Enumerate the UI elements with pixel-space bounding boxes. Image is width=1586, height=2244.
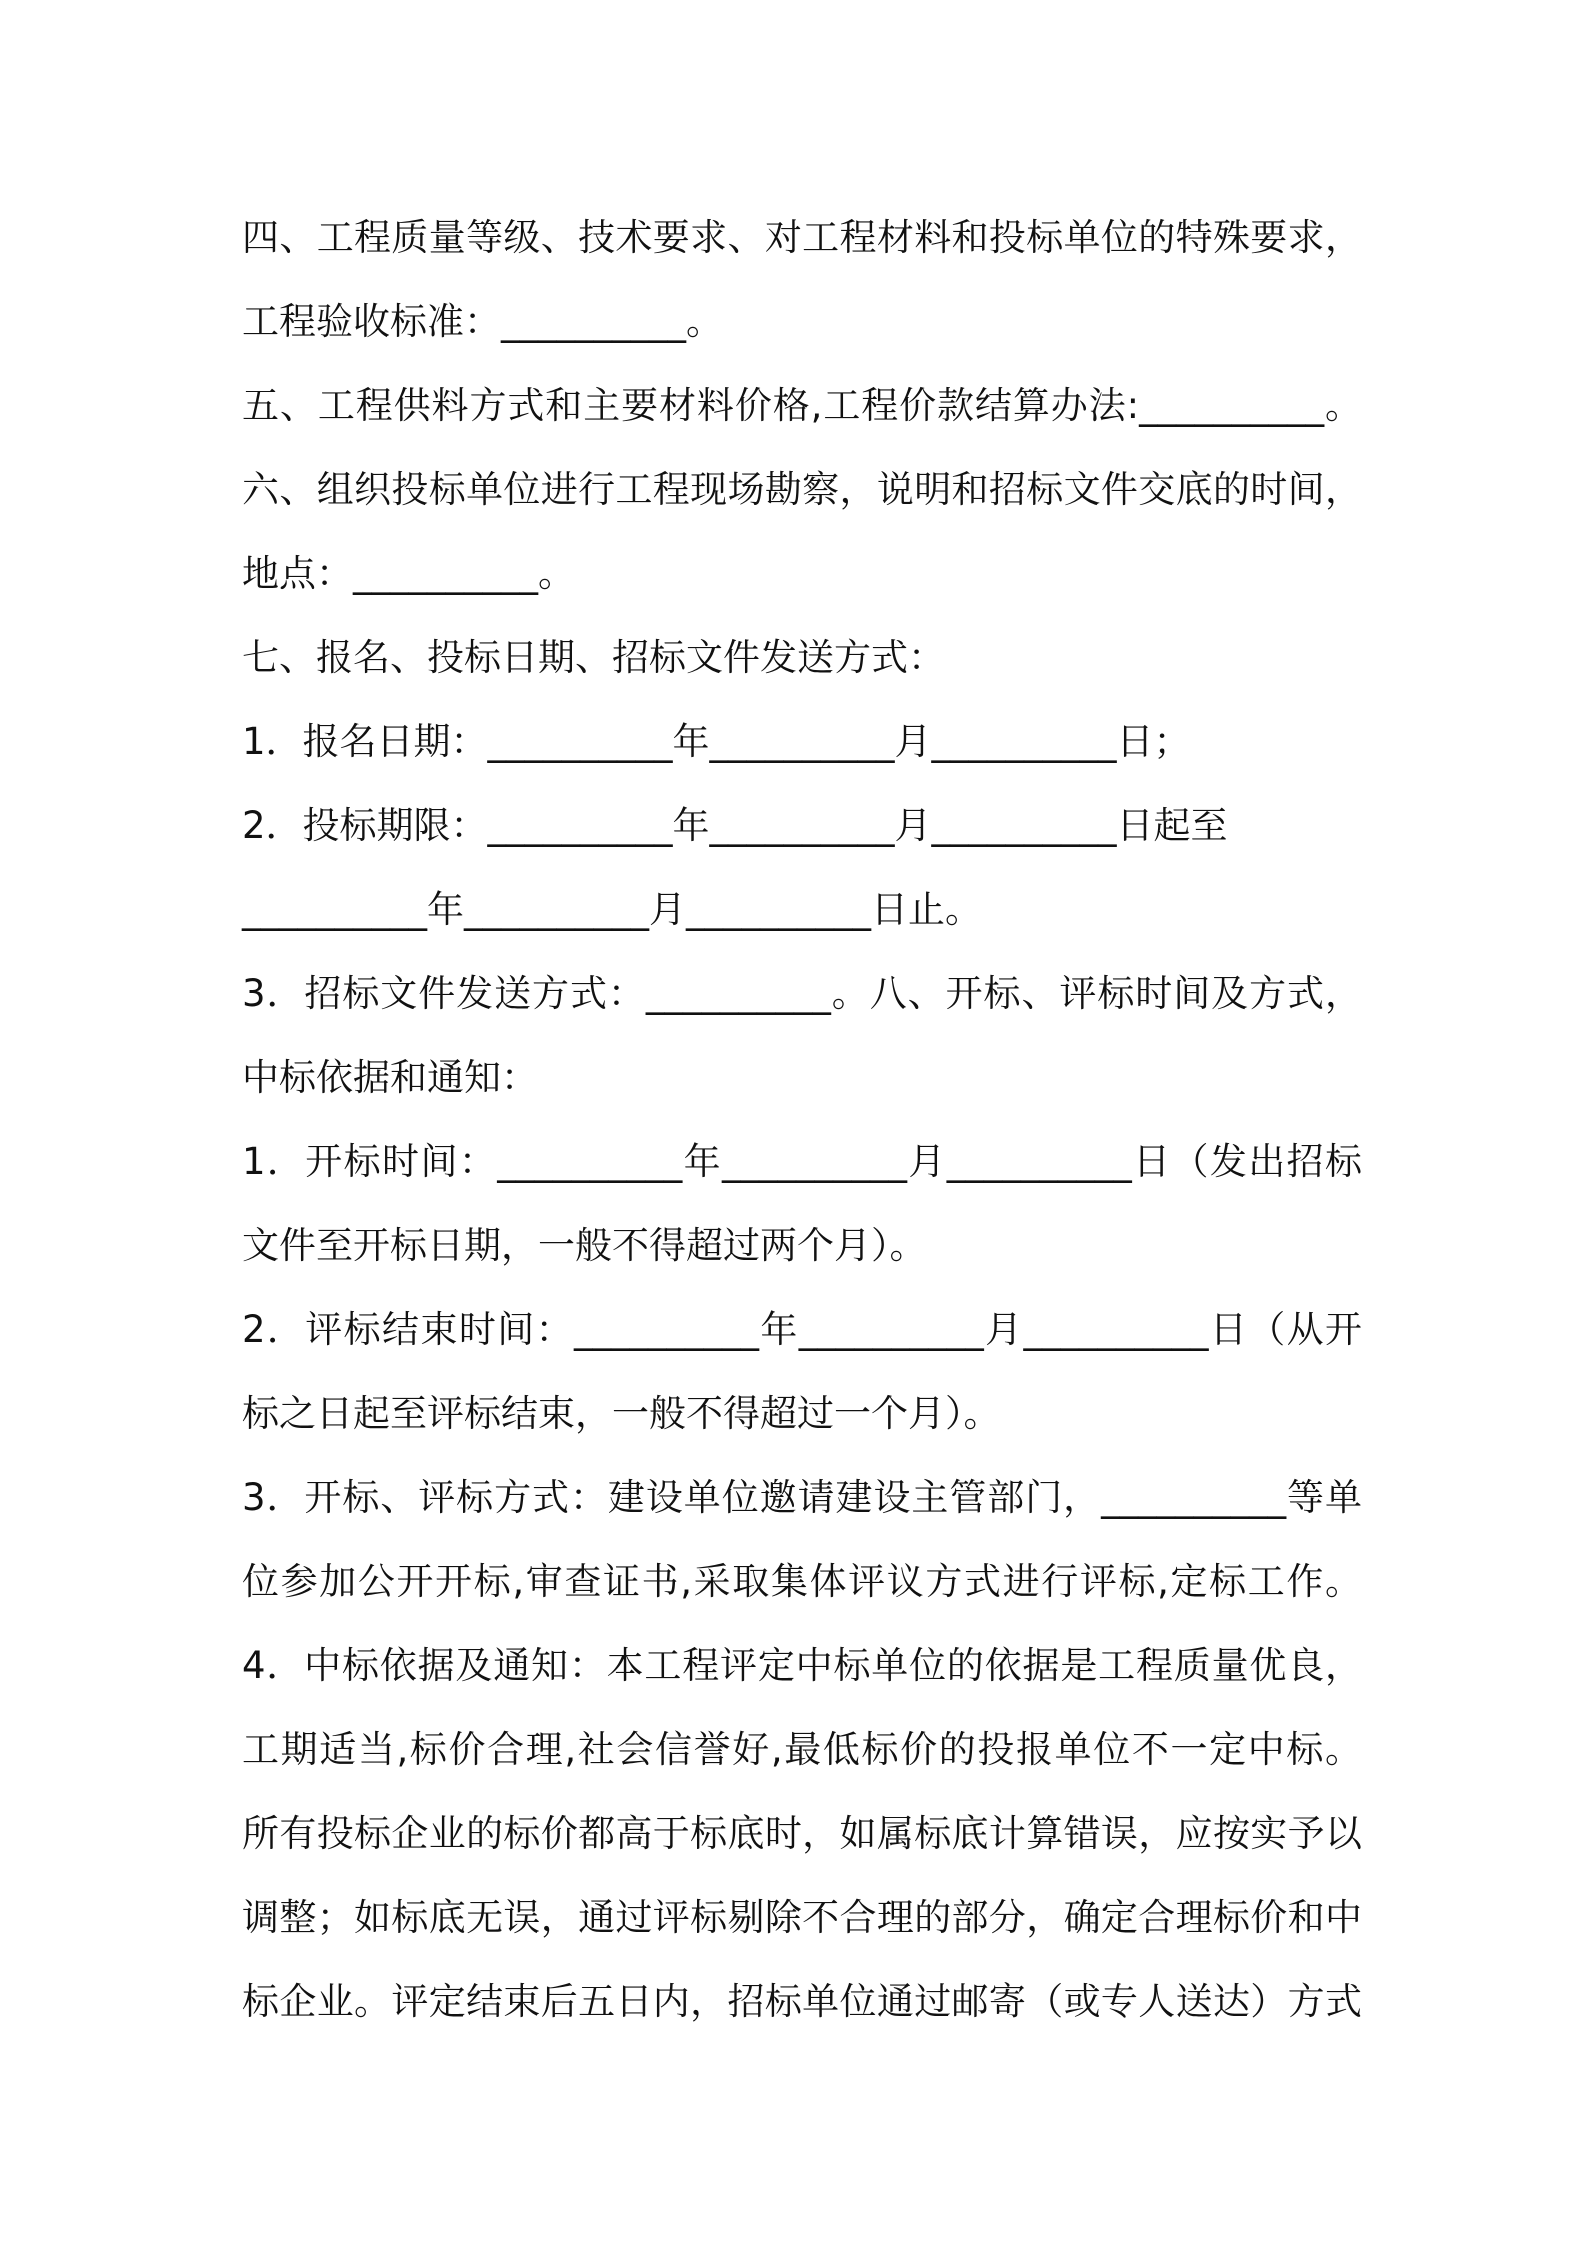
- text-line: 位参加公开开标,审查证书,采取集体评议方式进行评标,定标工作。: [242, 1560, 1362, 1603]
- text-line: 2．投标期限：__________年__________月__________日起至: [242, 804, 1228, 847]
- text-line: 标企业。评定结束后五日内，招标单位通过邮寄（或专人送达）方式: [242, 1980, 1362, 2023]
- text-line: 工期适当,标价合理,社会信誉好,最低标价的投报单位不一定中标。: [242, 1728, 1362, 1771]
- text-line: 标之日起至评标结束，一般不得超过一个月）。: [242, 1392, 1001, 1435]
- text-line: 3．开标、评标方式：建设单位邀请建设主管部门，__________等单: [242, 1476, 1362, 1519]
- text-line: 七、报名、投标日期、招标文件发送方式：: [242, 636, 945, 679]
- document-body: [242, 196, 1362, 2044]
- text-line: 五、工程供料方式和主要材料价格,工程价款结算办法:__________。: [242, 384, 1362, 427]
- text-line: 1．开标时间：__________年__________月__________日（发出招标: [242, 1140, 1362, 1183]
- text-line: 3．招标文件发送方式：__________。八、开标、评标时间及方式，: [242, 972, 1362, 1015]
- text-line: 中标依据和通知：: [242, 1056, 538, 1099]
- text-line: 四、工程质量等级、技术要求、对工程材料和投标单位的特殊要求，: [242, 216, 1362, 259]
- text-line: __________年__________月__________日止。: [242, 888, 982, 931]
- text-line: 文件至开标日期，一般不得超过两个月）。: [242, 1224, 927, 1267]
- text-line: 工程验收标准：__________。: [242, 300, 723, 343]
- text-line: 六、组织投标单位进行工程现场勘察，说明和招标文件交底的时间，: [242, 468, 1362, 511]
- text-line: 2．评标结束时间：__________年__________月__________日（从开: [242, 1308, 1362, 1351]
- text-line: 4．中标依据及通知：本工程评定中标单位的依据是工程质量优良，: [242, 1644, 1362, 1687]
- text-line: 所有投标企业的标价都高于标底时，如属标底计算错误，应按实予以: [242, 1812, 1362, 1855]
- text-line: 地点：__________。: [242, 552, 575, 595]
- text-line: 1．报名日期：__________年__________月__________日；: [242, 720, 1191, 763]
- text-line: 调整；如标底无误，通过评标剔除不合理的部分，确定合理标价和中: [242, 1896, 1362, 1939]
